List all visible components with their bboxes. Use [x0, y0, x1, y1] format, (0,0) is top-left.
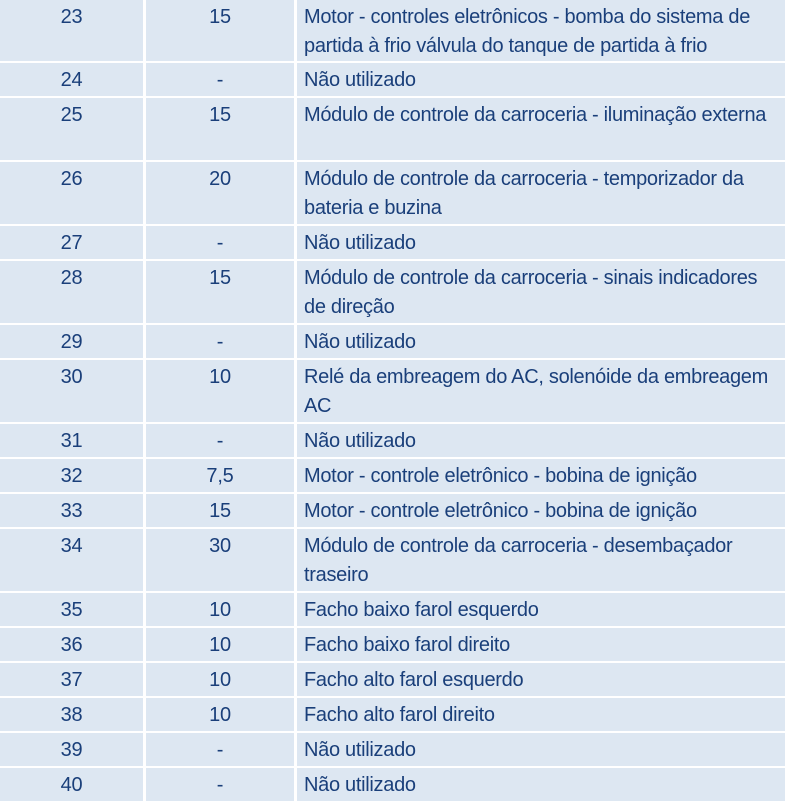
amperage-value: - — [216, 69, 224, 91]
amperage-cell — [146, 63, 294, 96]
circuit-description: Não utilizado — [304, 331, 416, 353]
fuse-number: 25 — [60, 104, 83, 126]
description-cell — [297, 459, 785, 492]
amperage-cell — [146, 698, 294, 731]
description-cell — [297, 325, 785, 358]
description-cell — [297, 663, 785, 696]
amperage-value: 10 — [209, 634, 231, 656]
amperage-cell — [146, 325, 294, 358]
circuit-description: Não utilizado — [304, 774, 416, 796]
table-row — [0, 459, 785, 492]
amperage-cell — [146, 226, 294, 259]
circuit-description: Não utilizado — [304, 430, 416, 452]
description-cell — [297, 628, 785, 661]
fuse-number-cell — [0, 226, 143, 259]
description-cell — [297, 360, 785, 422]
description-cell — [297, 593, 785, 626]
amperage-cell — [146, 162, 294, 224]
amperage-cell — [146, 768, 294, 801]
amperage-value: 10 — [209, 366, 231, 388]
fuse-number-cell — [0, 261, 143, 323]
fuse-number: 40 — [60, 774, 83, 796]
fuse-number: 35 — [60, 599, 83, 621]
fuse-number: 38 — [60, 704, 83, 726]
circuit-description: Facho alto farol direito — [304, 704, 495, 726]
table-row — [0, 593, 785, 626]
fuse-number-cell — [0, 663, 143, 696]
fuse-number: 30 — [60, 366, 83, 388]
fuse-number-cell — [0, 768, 143, 801]
fuse-number: 23 — [60, 6, 83, 28]
amperage-value: 15 — [209, 6, 231, 28]
amperage-cell — [146, 733, 294, 766]
amperage-cell — [146, 98, 294, 160]
description-cell — [297, 768, 785, 801]
table-row — [0, 360, 785, 422]
description-cell — [297, 98, 785, 160]
fuse-number-cell — [0, 360, 143, 422]
amperage-cell — [146, 360, 294, 422]
amperage-value: 7,5 — [206, 465, 234, 487]
fuse-number-cell — [0, 628, 143, 661]
circuit-description: Módulo de controle da carroceria - iluminação externa — [304, 104, 767, 126]
fuse-number: 32 — [60, 465, 83, 487]
circuit-description: Motor - controle eletrônico - bobina de ignição — [304, 465, 697, 487]
circuit-description: Não utilizado — [304, 232, 416, 254]
fuse-number: 34 — [60, 535, 83, 557]
amperage-value: 15 — [209, 104, 231, 126]
description-cell — [297, 494, 785, 527]
amperage-value: 10 — [209, 704, 231, 726]
table-row — [0, 698, 785, 731]
amperage-cell — [146, 0, 294, 61]
amperage-value: 10 — [209, 599, 231, 621]
table-row — [0, 261, 785, 323]
description-cell — [297, 226, 785, 259]
fuse-number: 36 — [60, 634, 83, 656]
circuit-description: Módulo de controle da carroceria - sinais indicadores de direção — [304, 267, 758, 318]
circuit-description: Motor - controle eletrônico - bobina de ignição — [304, 500, 697, 522]
amperage-value: - — [216, 331, 224, 353]
amperage-value: 20 — [209, 168, 231, 190]
amperage-cell — [146, 628, 294, 661]
amperage-cell — [146, 261, 294, 323]
fuse-number: 29 — [60, 331, 83, 353]
fuse-number: 24 — [60, 69, 83, 91]
table-row — [0, 768, 785, 801]
circuit-description: Motor - controles eletrônicos - bomba do sistema de partida à frio válvula do tanque de partida à frio — [304, 6, 751, 57]
circuit-description: Relé da embreagem do AC, solenóide da embreagem AC — [304, 366, 768, 417]
circuit-description: Módulo de controle da carroceria - desembaçador traseiro — [304, 535, 733, 586]
amperage-value: 15 — [209, 267, 231, 289]
circuit-description: Facho alto farol esquerdo — [304, 669, 524, 691]
amperage-cell — [146, 424, 294, 457]
fuse-number-cell — [0, 162, 143, 224]
table-row — [0, 529, 785, 591]
fuse-number-cell — [0, 529, 143, 591]
fuse-number: 37 — [60, 669, 83, 691]
fuse-number: 28 — [60, 267, 83, 289]
description-cell — [297, 424, 785, 457]
table-row — [0, 226, 785, 259]
table-row — [0, 0, 785, 61]
table-row — [0, 424, 785, 457]
fuse-number: 39 — [60, 739, 83, 761]
table-row — [0, 733, 785, 766]
amperage-cell — [146, 459, 294, 492]
fuse-number: 33 — [60, 500, 83, 522]
description-cell — [297, 0, 785, 61]
circuit-description: Facho baixo farol direito — [304, 634, 510, 656]
amperage-value: - — [216, 774, 224, 796]
fuse-number: 26 — [60, 168, 83, 190]
amperage-value: - — [216, 739, 224, 761]
description-cell — [297, 261, 785, 323]
fuse-number-cell — [0, 63, 143, 96]
description-cell — [297, 698, 785, 731]
fuse-number-cell — [0, 98, 143, 160]
amperage-cell — [146, 593, 294, 626]
table-row — [0, 663, 785, 696]
amperage-value: 10 — [209, 669, 231, 691]
fuse-number-cell — [0, 698, 143, 731]
circuit-description: Facho baixo farol esquerdo — [304, 599, 539, 621]
amperage-cell — [146, 663, 294, 696]
fuse-number-cell — [0, 0, 143, 61]
table-row — [0, 98, 785, 160]
table-row — [0, 63, 785, 96]
circuit-description: Módulo de controle da carroceria - temporizador da bateria e buzina — [304, 168, 744, 219]
fuse-number-cell — [0, 494, 143, 527]
fuse-number-cell — [0, 424, 143, 457]
amperage-cell — [146, 494, 294, 527]
amperage-value: - — [216, 430, 224, 452]
fuse-number: 31 — [60, 430, 83, 452]
circuit-description: Não utilizado — [304, 739, 416, 761]
amperage-cell — [146, 529, 294, 591]
fuse-number-cell — [0, 593, 143, 626]
description-cell — [297, 733, 785, 766]
description-cell — [297, 162, 785, 224]
description-cell — [297, 529, 785, 591]
circuit-description: Não utilizado — [304, 69, 416, 91]
table-row — [0, 325, 785, 358]
description-cell — [297, 63, 785, 96]
amperage-value: - — [216, 232, 224, 254]
table-row — [0, 162, 785, 224]
table-row — [0, 628, 785, 661]
fuse-number-cell — [0, 325, 143, 358]
table-row — [0, 494, 785, 527]
amperage-value: 30 — [209, 535, 231, 557]
amperage-value: 15 — [209, 500, 231, 522]
fuse-number: 27 — [60, 232, 83, 254]
fuse-number-cell — [0, 459, 143, 492]
fuse-number-cell — [0, 733, 143, 766]
